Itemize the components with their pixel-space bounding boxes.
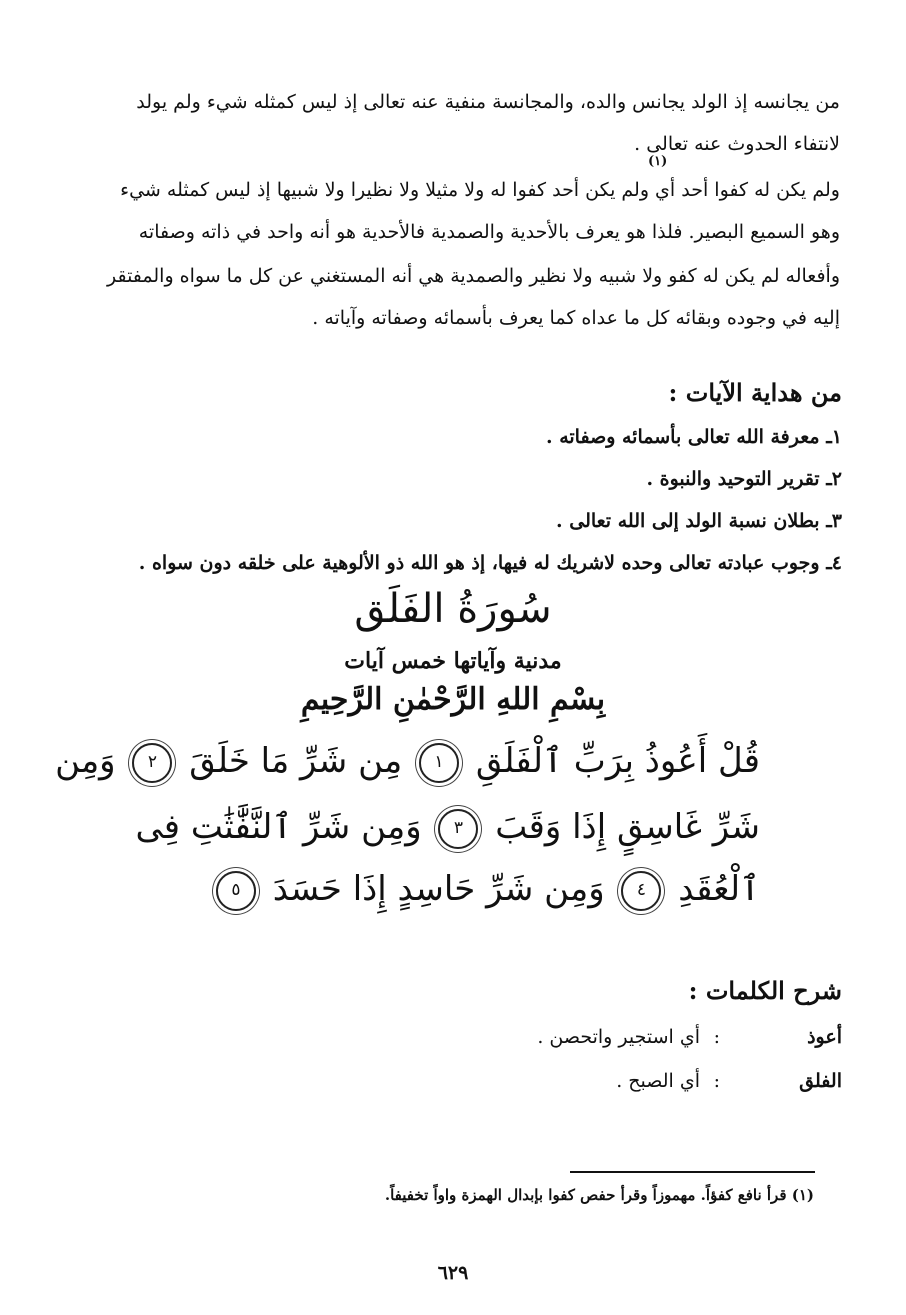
verse-text: شَرِّ غَاسِقٍ إِذَا وَقَبَ (495, 807, 760, 847)
verse-line-2 (135, 806, 760, 849)
vocabulary-meaning: أي الصبح . (616, 1070, 700, 1092)
footnote: (١) قرأ نافع كفؤاً. مهموزاً وقرأ حفص كفوا بإبدال الهمزة واواً تخفيفاً. (384, 1186, 814, 1204)
vocabulary-word: الفلق (799, 1070, 842, 1092)
vocabulary-item (422, 1026, 842, 1060)
verse-number-marker: ٢ (132, 743, 172, 783)
verse-number-marker: ٤ (621, 871, 661, 911)
surah-subtitle: مدنية وآياتها خمس آيات (344, 648, 562, 674)
page-number: ٦٢٩ (437, 1262, 469, 1284)
commentary-line-3: ولم يكن له كفوا أحد أي ولم يكن أحد كفوا له ولا مثيلا ولا نظيرا ولا شبيها إذ ليس كمثله شيء (120, 179, 840, 201)
guidance-point-3: ٣ـ بطلان نسبة الولد إلى الله تعالى . (556, 510, 842, 532)
guidance-point-4: ٤ـ وجوب عبادته تعالى وحده لاشريك له فيها، إذ هو الله ذو الألوهية على خلقه دون سواه . (138, 552, 842, 574)
commentary-line-2: لانتفاء الحدوث عنه تعالى . (634, 133, 840, 155)
verse-text: وَمِن شَرِّ حَاسِدٍ إِذَا حَسَدَ (272, 869, 605, 909)
vocabulary-colon: : (713, 1070, 720, 1092)
verse-text: ٱلْعُقَدِ (678, 869, 760, 909)
commentary-line-5: وأفعاله لم يكن له كفو ولا شبيه ولا نظير والصمدية هي أنه المستغني عن كل ما سواه والمفتقر (106, 265, 840, 287)
footnote-reference: (١) (648, 154, 668, 169)
vocabulary-word: أعوذ (807, 1026, 842, 1048)
surah-title: سُورَةُ الفَلَق (354, 586, 552, 632)
vocabulary-heading: شرح الكلمات : (688, 976, 842, 1005)
commentary-line-6: إليه في وجوده وبقائه كل ما عداه كما يعرف بأسمائه وصفاته وآياته . (312, 307, 840, 329)
basmala: بِسْمِ اللهِ الرَّحْمٰنِ الرَّحِيمِ (300, 682, 606, 717)
footnote-divider (570, 1171, 815, 1173)
commentary-line-4: وهو السميع البصير. فلذا هو يعرف بالأحدية والصمدية فالأحدية هو أنه واحد في ذاته وصفاته (138, 221, 840, 243)
vocabulary-meaning: أي استجير واتحصن . (537, 1026, 700, 1048)
verse-number-marker: ٣ (438, 809, 478, 849)
guidance-point-1: ١ـ معرفة الله تعالى بأسمائه وصفاته . (545, 426, 842, 448)
commentary-line-1: من يجانسه إذ الولد يجانس والده، والمجانسة منفية عنه تعالى إذ ليس كمثله شيء ولم يولد (136, 91, 840, 113)
verse-line-1 (55, 740, 760, 783)
verse-text: وَمِن شَرِّ ٱلنَّفَّٰثَٰتِ فِى (135, 807, 422, 847)
vocabulary-colon: : (713, 1026, 720, 1048)
verse-number-marker: ١ (419, 743, 459, 783)
verse-line-3 (200, 868, 760, 911)
verse-number-marker: ٥ (216, 871, 256, 911)
vocabulary-item (422, 1070, 842, 1104)
verse-text: وَمِن (55, 741, 116, 781)
verse-text: مِن شَرِّ مَا خَلَقَ (189, 741, 403, 781)
guidance-point-2: ٢ـ تقرير التوحيد والنبوة . (646, 468, 842, 490)
guidance-heading: من هداية الآيات : (668, 378, 842, 407)
verse-text: قُلْ أَعُوذُ بِرَبِّ ٱلْفَلَقِ (475, 741, 760, 781)
